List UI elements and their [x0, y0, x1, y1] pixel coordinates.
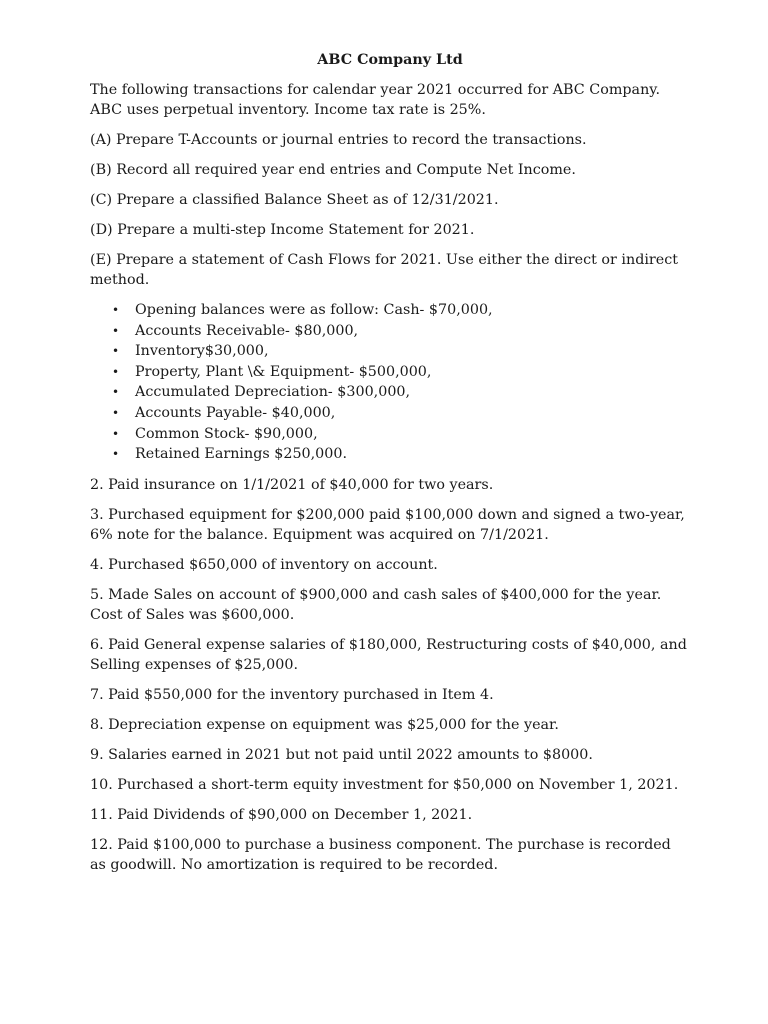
task-b: (B) Record all required year end entries and Compute Net Income. [90, 162, 576, 178]
list-item: • Retained Earnings $250,000. [112, 444, 690, 465]
transaction-2: 2. Paid insurance on 1/1/2021 of $40,000 for two years. [90, 476, 494, 493]
bullet-icon: • [112, 405, 120, 420]
task-e: (E) Prepare a statement of Cash Flows for 2021. Use either the direct or indirect method. [90, 252, 678, 288]
opening-balances-list [90, 300, 690, 465]
transaction-8: 8. Depreciation expense on equipment was $25,000 for the year. [90, 716, 559, 733]
list-item: • Common Stock- $90,000, [112, 424, 690, 445]
transaction-12: 12. Paid $100,000 to purchase a business component. The purchase is recorded as goodwill. No amortization is required to be recorded. [90, 836, 671, 873]
bullet-icon: • [112, 426, 120, 441]
document-page [90, 50, 690, 885]
task-a: (A) Prepare T-Accounts or journal entries to record the transactions. [90, 132, 587, 148]
transaction-3: 3. Purchased equipment for $200,000 paid $100,000 down and signed a two-year, 6% note for the balance. Equipment was acquired on 7/1/2021. [90, 506, 685, 543]
list-item: • Property, Plant \& Equipment- $500,000, [112, 362, 690, 383]
task-d: (D) Prepare a multi-step Income Statement for 2021. [90, 222, 475, 238]
transaction-5: 5. Made Sales on account of $900,000 and cash sales of $400,000 for the year. Cost of Sales was $600,000. [90, 586, 662, 623]
bullet-icon: • [112, 385, 120, 400]
intro-paragraph: The following transactions for calendar year 2021 occurred for ABC Company. ABC uses perpetual inventory. Income tax rate is 25%. [90, 82, 661, 118]
document-title: ABC Company Ltd [317, 52, 463, 68]
bullet-icon: • [112, 364, 120, 379]
transaction-11: 11. Paid Dividends of $90,000 on December 1, 2021. [90, 806, 473, 823]
transaction-4: 4. Purchased $650,000 of inventory on account. [90, 556, 438, 573]
list-item: • Accounts Payable- $40,000, [112, 403, 690, 424]
transaction-10: 10. Purchased a short-term equity investment for $50,000 on November 1, 2021. [90, 776, 679, 793]
list-item: • Accounts Receivable- $80,000, [112, 321, 690, 342]
list-item: • Opening balances were as follow: Cash- $70,000, [112, 300, 690, 321]
bullet-icon: • [112, 303, 120, 317]
list-item: • Inventory$30,000, [112, 341, 690, 362]
bullet-icon: • [112, 447, 120, 462]
bullet-icon: • [112, 344, 120, 359]
transaction-6: 6. Paid General expense salaries of $180,000, Restructuring costs of $40,000, and Selling expenses of $25,000. [90, 636, 687, 673]
list-item: • Accumulated Depreciation- $300,000, [112, 382, 690, 403]
transaction-9: 9. Salaries earned in 2021 but not paid until 2022 amounts to $8000. [90, 746, 593, 763]
task-c: (C) Prepare a classified Balance Sheet as of 12/31/2021. [90, 192, 499, 208]
transaction-7: 7. Paid $550,000 for the inventory purchased in Item 4. [90, 686, 494, 703]
bullet-icon: • [112, 323, 120, 338]
